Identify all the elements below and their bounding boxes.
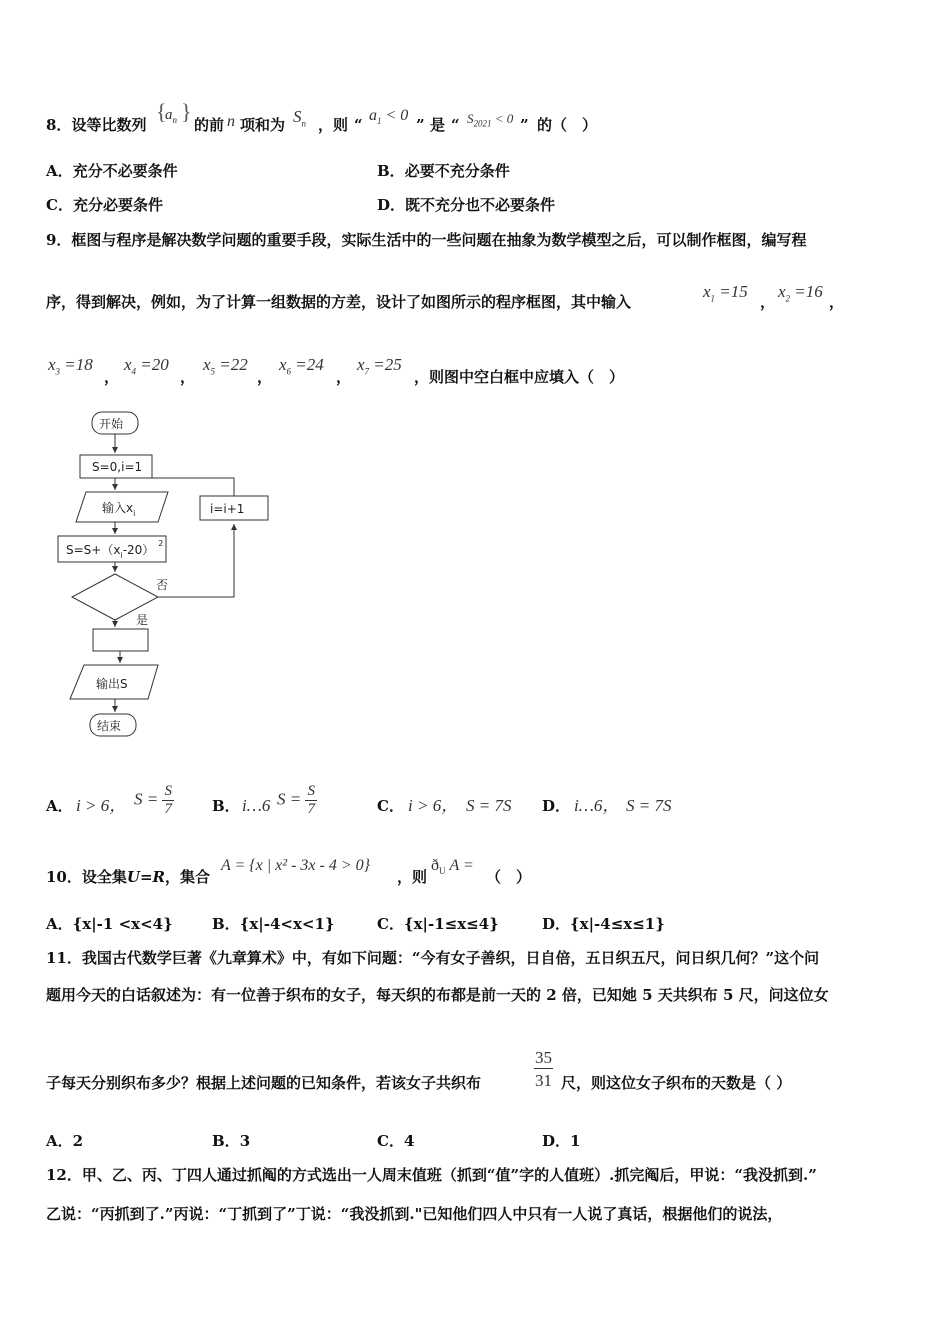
q9-line2: 序，得到解决，例如，为了计算一组数据的方差，设计了如图所示的程序框图，其中输入 (46, 293, 632, 311)
flow-update-label: $S=S+(x_i-20)$ $^2$ (66, 539, 164, 560)
q9-x3: $x_3 =18$ (48, 355, 93, 377)
q10-option-a[interactable]: A．{x|-1 <x<4} (46, 915, 173, 933)
flow-input-label: 输入$x_i$ (102, 501, 136, 518)
q10-text3: ，则 (397, 868, 428, 886)
q11-fraction (534, 1049, 553, 1089)
comma: ， (760, 293, 776, 311)
q9-line3-tail: ，则图中空白框中应填入（ ） (414, 368, 625, 386)
seq-brace-open: { (156, 99, 167, 124)
q10-option-c[interactable]: C．{x|-1≤x≤4} (377, 915, 499, 933)
fraction-denominator: 31 (535, 1071, 552, 1090)
comma: ， (104, 368, 120, 386)
q9-option-a-cond: i > 6， (76, 796, 127, 815)
q9-line1: 9．框图与程序是解决数学问题的重要手段，实际生活中的一些问题在抽象为数学模型之后，可以制作框图，编写程 (46, 231, 807, 249)
q9-x6: $x_6 =24$ (279, 355, 324, 377)
q11-line1: 11．我国古代数学巨著《九章算术》中，有如下问题：“今有女子善织，日自倍，五日织五尺，问日织几何？”这个问 (46, 949, 820, 967)
q9-x5: $x_5 =22$ (203, 355, 248, 377)
flow-end-label: 结束 (97, 719, 122, 733)
q9-x1: $x_1 =15$ (703, 282, 748, 304)
program-flowchart (40, 400, 300, 750)
q10-option-d[interactable]: D．{x|-4≤x≤1} (542, 915, 665, 933)
quote-close-1: ” (416, 116, 425, 134)
q8-option-c[interactable]: C．充分必要条件 (46, 196, 163, 214)
q8-cond1: $a_1 < 0$ (369, 107, 409, 127)
q8-text4: ，则 (318, 116, 349, 134)
q10-text4: （ ） (486, 868, 532, 886)
seq-symbol: $a_n$ (165, 107, 177, 125)
q9-option-d[interactable]: D． (542, 797, 571, 815)
quote-open-2: “ (451, 116, 460, 134)
flow-blank-box[interactable] (93, 629, 148, 651)
quote-open-1: “ (354, 116, 363, 134)
flow-start-label: 开始 (99, 417, 124, 431)
q9-option-a[interactable]: A． (46, 797, 73, 815)
quote-close-2: ” (520, 116, 529, 134)
comma: ， (336, 368, 352, 386)
q8-stem: 8．设等比数列 (46, 116, 147, 134)
q8-option-d[interactable]: D．既不充分也不必要条件 (377, 196, 556, 214)
flow-output-label: 输出S (96, 677, 128, 691)
q11-option-c[interactable]: C．4 (377, 1132, 415, 1150)
q9-x4: $x_4 =20$ (124, 355, 169, 377)
q9-option-c-expr: S = 7S (466, 796, 512, 815)
q9-option-b-cond: i…6 (242, 796, 271, 815)
fraction-numerator: 35 (535, 1048, 552, 1067)
q9-option-d-cond: i…6， (574, 796, 620, 815)
flow-increment-label: i=i+1 (210, 502, 245, 516)
q11-line3a: 子每天分别织布多少？根据上述问题的已知条件，若该女子共织布 (46, 1074, 482, 1092)
q8-text3: 项和为 (240, 116, 286, 134)
q10-option-b[interactable]: B．{x|-4<x<1} (212, 915, 335, 933)
flow-no-label: 否 (156, 578, 169, 592)
comma: ， (257, 368, 273, 386)
q11-line3b: 尺，则这位女子织布的天数是（ ） (561, 1074, 792, 1092)
comma: ， (829, 293, 845, 311)
q8-option-a[interactable]: A．充分不必要条件 (46, 162, 178, 180)
q9-option-c-cond: i > 6， (408, 796, 459, 815)
q8-n: n (227, 113, 235, 130)
q9-option-d-expr: S = 7S (626, 796, 672, 815)
q10-complement: $ð_U$ A = (431, 857, 474, 877)
q9-option-b[interactable]: B． (212, 797, 240, 815)
q8-text5: 是 (430, 116, 446, 134)
q10-set-a: A = {x | x² - 3x - 4 > 0} (221, 857, 371, 874)
q8-cond2: $S_{2021} < 0$ (467, 111, 514, 129)
q9-option-b-expr: S = $\frac{S}{7}$ (277, 783, 315, 818)
q11-option-d[interactable]: D．1 (542, 1132, 581, 1150)
seq-brace-close: } (181, 99, 192, 124)
q12-line1: 12．甲、乙、丙、丁四人通过抓阄的方式选出一人周末值班（抓到“值”字的人值班）.抓完阄后，甲说：“我没抓到.” (46, 1166, 817, 1184)
q11-option-a[interactable]: A．2 (46, 1132, 84, 1150)
q8-text6: 的（ ） (537, 116, 598, 134)
q12-line2: 乙说：“丙抓到了.”丙说：“丁抓到了”丁说：“我没抓到."已知他们四人中只有一人说了真话，根据他们的说法， (46, 1205, 783, 1223)
q11-option-b[interactable]: B．3 (212, 1132, 251, 1150)
comma: ， (180, 368, 196, 386)
q8-option-b[interactable]: B．必要不充分条件 (377, 162, 510, 180)
q9-option-c[interactable]: C． (377, 797, 404, 815)
q9-option-a-expr: S = $\frac{S}{7}$ (134, 783, 172, 818)
flow-init-label: S=0,i=1 (92, 460, 143, 474)
q11-line2: 题用今天的白话叙述为：有一位善于织布的女子，每天织的布都是前一天的 2 倍，已知她 5 天共织布 5 尺，问这位女 (46, 986, 829, 1004)
flow-yes-label: 是 (136, 613, 149, 627)
q8-text2: 的前 (194, 116, 225, 134)
q9-x2: $x_2 =16$ (778, 282, 823, 304)
q9-x7: $x_7 =25$ (357, 355, 402, 377)
q10-stem: 10．设全集U=R，集合 (46, 868, 211, 886)
q8-Sn: $S_n$ (293, 107, 306, 129)
